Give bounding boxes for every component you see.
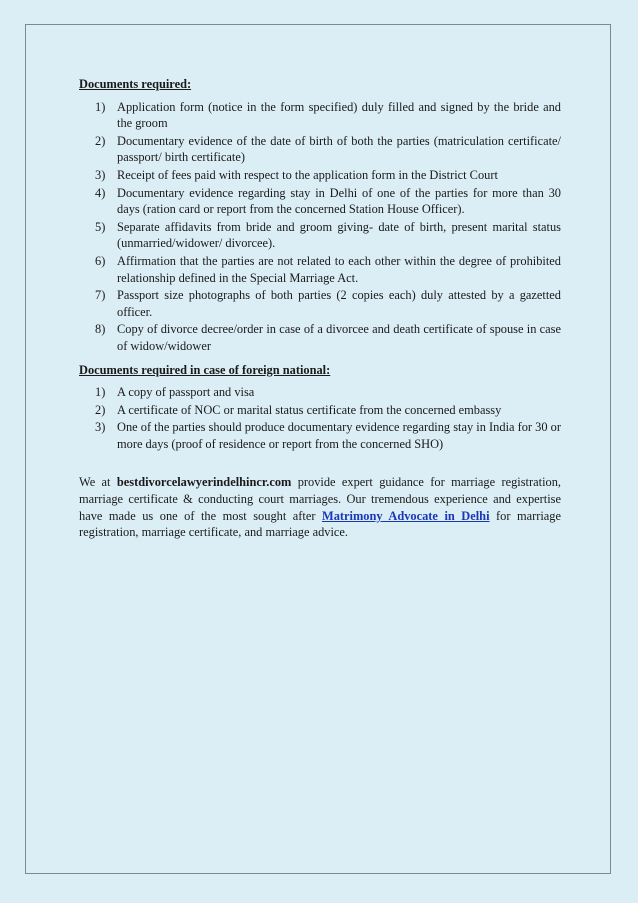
list-item-number: 5) bbox=[95, 219, 106, 234]
list-item bbox=[79, 185, 561, 218]
list-item-number: 1) bbox=[95, 99, 106, 114]
list-item-number: 2) bbox=[95, 402, 106, 417]
foreign-national-list bbox=[79, 384, 561, 452]
closing-paragraph bbox=[79, 474, 561, 540]
list-item bbox=[79, 321, 561, 354]
list-item bbox=[79, 167, 561, 184]
list-item-text: Application form (notice in the form specified) duly filled and signed by the bride and the groom bbox=[117, 99, 561, 131]
section-heading-documents-required: Documents required: bbox=[79, 77, 192, 91]
list-item-text: A certificate of NOC or marital status certificate from the concerned embassy bbox=[117, 402, 502, 417]
list-item bbox=[79, 253, 561, 286]
list-item-text: Copy of divorce decree/order in case of a divorcee and death certificate of spouse in case of widow/widower bbox=[117, 322, 561, 353]
list-item bbox=[79, 219, 561, 252]
site-name: bestdivorcelawyerindelhincr.com bbox=[116, 475, 292, 490]
list-item-text: Documentary evidence of the date of birth of both the parties (matriculation certificate/ passport/ birth certificate) bbox=[117, 133, 561, 165]
list-item bbox=[79, 133, 561, 166]
list-item-text: Affirmation that the parties are not related to each other within the degree of prohibited relationship defined in the Special Marriage Act. bbox=[117, 253, 561, 285]
closing-prefix: We at bbox=[79, 475, 117, 490]
list-item bbox=[79, 402, 561, 419]
list-item bbox=[79, 419, 561, 452]
list-item-number: 2) bbox=[95, 133, 106, 148]
list-item-number: 6) bbox=[95, 253, 106, 268]
list-item-number: 7) bbox=[95, 288, 106, 303]
list-item-text: One of the parties should produce documentary evidence regarding stay in India for 30 or more days (proof of residence or report from the concerned SHO) bbox=[117, 420, 561, 451]
list-item bbox=[79, 384, 561, 401]
list-item-text: Passport size photographs of both parties (2 copies each) duly attested by a gazetted officer. bbox=[117, 288, 561, 319]
matrimony-advocate-link[interactable]: Matrimony Advocate in Delhi bbox=[322, 508, 490, 523]
list-item-number: 1) bbox=[95, 385, 106, 400]
list-item-text: Receipt of fees paid with respect to the application form in the District Court bbox=[117, 167, 498, 182]
list-item-number: 3) bbox=[95, 167, 106, 182]
closing-suffix: for marriage registration, marriage certificate, and marriage advice. bbox=[79, 508, 562, 540]
list-item bbox=[79, 287, 561, 320]
list-item-number: 8) bbox=[95, 322, 106, 337]
document-body bbox=[79, 76, 561, 553]
list-item-text: A copy of passport and visa bbox=[117, 385, 255, 400]
list-item-number: 3) bbox=[95, 420, 106, 435]
closing-middle: provide expert guidance for marriage registration, marriage certificate & conducting court marriages. Our tremendous experience and expertise have made us one of the most sought after bbox=[79, 475, 561, 523]
list-item-number: 4) bbox=[95, 185, 106, 200]
list-item-text: Separate affidavits from bride and groom giving- date of birth, present marital status (unmarried/widower/ divorcee). bbox=[117, 219, 561, 251]
list-item-text: Documentary evidence regarding stay in Delhi of one of the parties for more than 30 days (ration card or report from the concerned Station House Officer). bbox=[117, 185, 561, 217]
list-item bbox=[79, 99, 561, 132]
documents-required-list bbox=[79, 99, 561, 355]
section-heading-foreign-national: Documents required in case of foreign national: bbox=[79, 362, 331, 377]
